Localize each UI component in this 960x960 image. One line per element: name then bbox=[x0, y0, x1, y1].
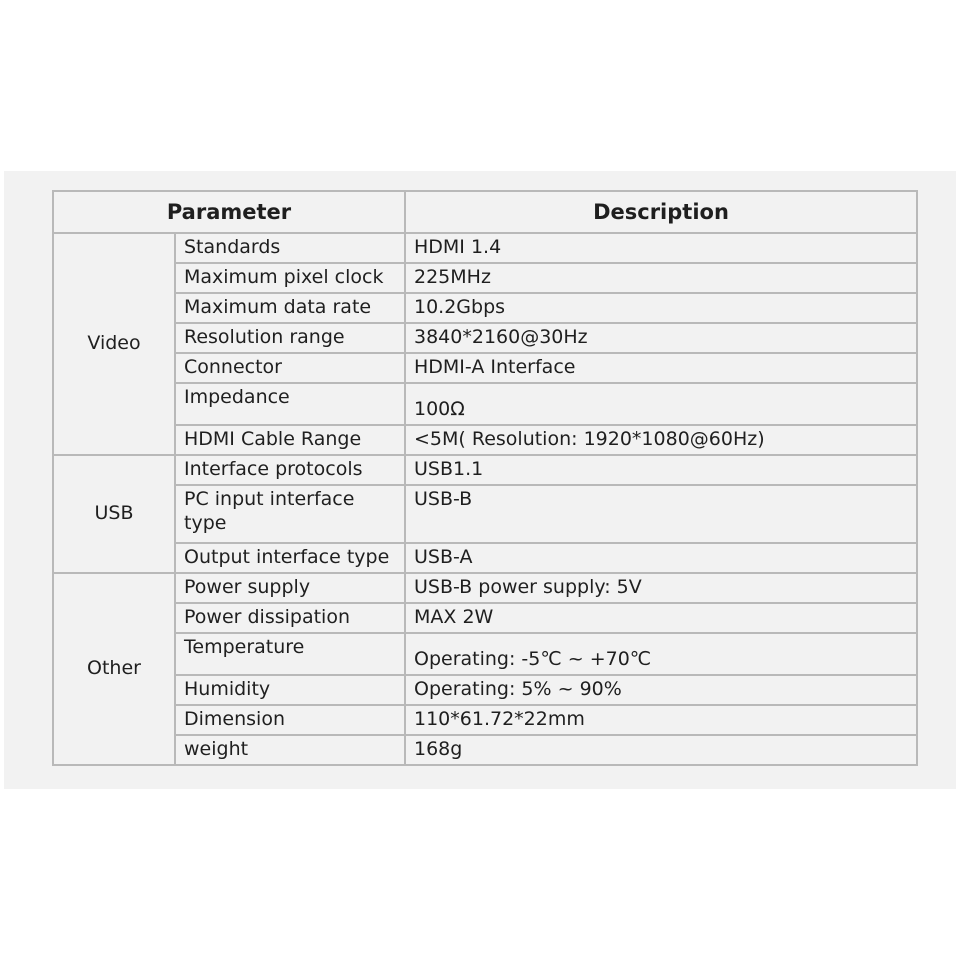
table-row bbox=[53, 383, 917, 425]
desc-cell: HDMI 1.4 bbox=[405, 233, 917, 263]
desc-cell: HDMI-A Interface bbox=[405, 353, 917, 383]
table-row bbox=[53, 233, 917, 263]
param-cell: Connector bbox=[175, 353, 405, 383]
desc-cell: 100Ω bbox=[405, 383, 917, 425]
group-label-other: Other bbox=[53, 573, 175, 765]
desc-cell: USB1.1 bbox=[405, 455, 917, 485]
table-row bbox=[53, 603, 917, 633]
param-cell: Output interface type bbox=[175, 543, 405, 573]
table-row bbox=[53, 293, 917, 323]
desc-cell: 225MHz bbox=[405, 263, 917, 293]
table-row bbox=[53, 735, 917, 765]
param-cell: Impedance bbox=[175, 383, 405, 425]
param-cell: Resolution range bbox=[175, 323, 405, 353]
param-cell: Standards bbox=[175, 233, 405, 263]
desc-cell: USB-A bbox=[405, 543, 917, 573]
table-row bbox=[53, 263, 917, 293]
param-cell: HDMI Cable Range bbox=[175, 425, 405, 455]
param-cell: Maximum data rate bbox=[175, 293, 405, 323]
param-cell: weight bbox=[175, 735, 405, 765]
param-cell: Power dissipation bbox=[175, 603, 405, 633]
table-row bbox=[53, 323, 917, 353]
desc-cell: <5M( Resolution: 1920*1080@60Hz) bbox=[405, 425, 917, 455]
desc-cell: USB-B bbox=[405, 485, 917, 543]
desc-cell: 3840*2160@30Hz bbox=[405, 323, 917, 353]
desc-cell: Operating: -5℃ ~ +70℃ bbox=[405, 633, 917, 675]
param-cell: PC input interface type bbox=[175, 485, 405, 543]
specification-table bbox=[52, 190, 918, 766]
table-row bbox=[53, 543, 917, 573]
table-row bbox=[53, 675, 917, 705]
group-label-usb: USB bbox=[53, 455, 175, 573]
table-row bbox=[53, 633, 917, 675]
table-row bbox=[53, 573, 917, 603]
desc-cell: MAX 2W bbox=[405, 603, 917, 633]
group-label-video: Video bbox=[53, 233, 175, 455]
table-row bbox=[53, 485, 917, 543]
table-row bbox=[53, 425, 917, 455]
desc-cell: 10.2Gbps bbox=[405, 293, 917, 323]
desc-cell: 168g bbox=[405, 735, 917, 765]
header-parameter: Parameter bbox=[53, 191, 405, 233]
param-cell: Power supply bbox=[175, 573, 405, 603]
table-header-row bbox=[53, 191, 917, 233]
table-row bbox=[53, 353, 917, 383]
param-cell: Dimension bbox=[175, 705, 405, 735]
table-row bbox=[53, 455, 917, 485]
param-cell: Humidity bbox=[175, 675, 405, 705]
desc-cell: Operating: 5% ~ 90% bbox=[405, 675, 917, 705]
header-description: Description bbox=[405, 191, 917, 233]
desc-cell: 110*61.72*22mm bbox=[405, 705, 917, 735]
param-cell: Temperature bbox=[175, 633, 405, 675]
desc-cell: USB-B power supply: 5V bbox=[405, 573, 917, 603]
param-cell: Maximum pixel clock bbox=[175, 263, 405, 293]
table-row bbox=[53, 705, 917, 735]
param-cell: Interface protocols bbox=[175, 455, 405, 485]
